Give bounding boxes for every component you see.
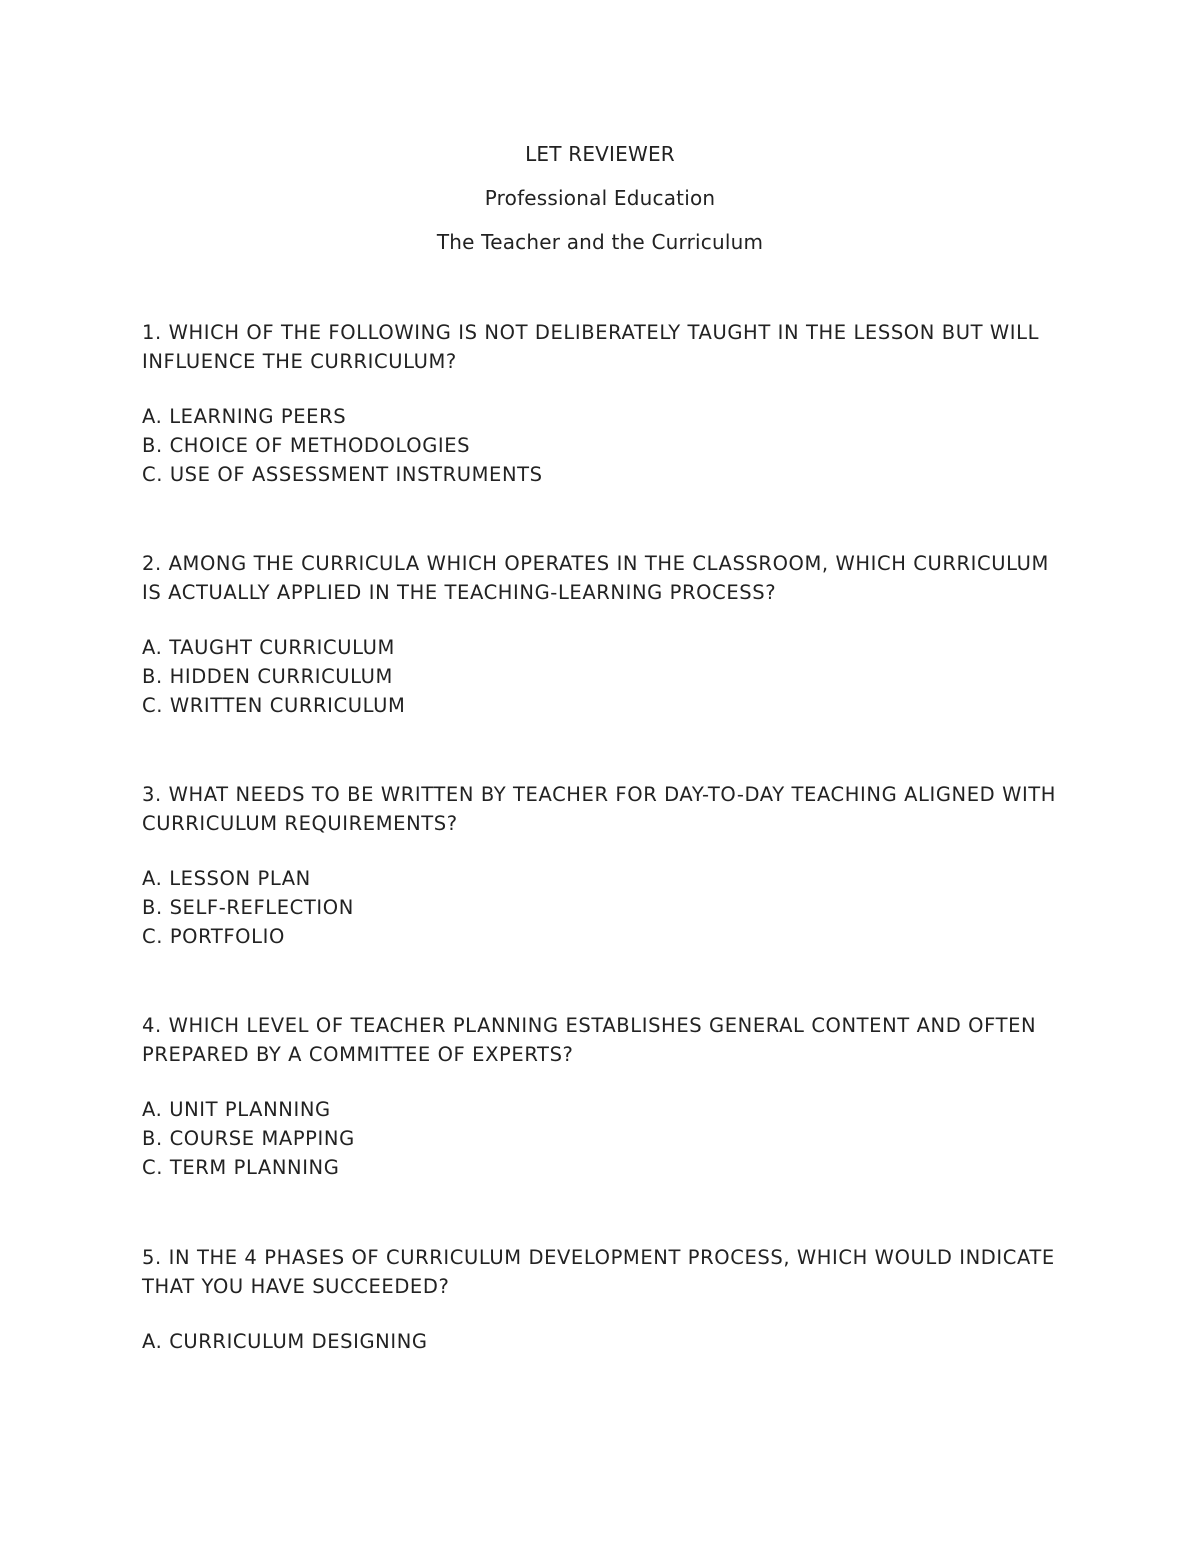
document-subject: Professional Education xyxy=(484,186,716,210)
question-5-option-a: A. CURRICULUM DESIGNING xyxy=(142,1330,428,1353)
document-topic: The Teacher and the Curriculum xyxy=(436,230,764,254)
question-2 xyxy=(142,549,1072,736)
question-4-option-a: A. UNIT PLANNING xyxy=(142,1098,331,1121)
question-4-options xyxy=(142,1095,1072,1182)
question-1-option-a: A. LEARNING PEERS xyxy=(142,405,347,428)
question-5-text: 5. IN THE 4 PHASES OF CURRICULUM DEVELOPMENT PROCESS, WHICH WOULD INDICATE THAT YOU HAVE SUCCEEDED? xyxy=(142,1246,1055,1298)
question-2-options xyxy=(142,633,1072,720)
question-5-options xyxy=(142,1327,1072,1356)
question-3-option-a: A. LESSON PLAN xyxy=(142,867,311,890)
question-3-text: 3. WHAT NEEDS TO BE WRITTEN BY TEACHER FOR DAY-TO-DAY TEACHING ALIGNED WITH CURRICULUM REQUIREMENTS? xyxy=(142,783,1057,835)
question-1-options xyxy=(142,402,1072,489)
question-4-option-b: B. COURSE MAPPING xyxy=(142,1127,355,1150)
question-5 xyxy=(142,1243,1072,1372)
question-1-text: 1. WHICH OF THE FOLLOWING IS NOT DELIBERATELY TAUGHT IN THE LESSON BUT WILL INFLUENCE THE CURRICULUM? xyxy=(142,321,1040,373)
question-1 xyxy=(142,318,1072,505)
document-title: LET REVIEWER xyxy=(525,142,675,166)
question-3-option-b: B. SELF-REFLECTION xyxy=(142,896,354,919)
question-4-text: 4. WHICH LEVEL OF TEACHER PLANNING ESTABLISHES GENERAL CONTENT AND OFTEN PREPARED BY A COMMITTEE OF EXPERTS? xyxy=(142,1014,1037,1066)
question-2-option-c: C. WRITTEN CURRICULUM xyxy=(142,694,406,717)
question-1-option-b: B. CHOICE OF METHODOLOGIES xyxy=(142,434,471,457)
question-2-text: 2. AMONG THE CURRICULA WHICH OPERATES IN THE CLASSROOM, WHICH CURRICULUM IS ACTUALLY APPLIED IN THE TEACHING-LEARNING PROCESS? xyxy=(142,552,1049,604)
question-4-option-c: C. TERM PLANNING xyxy=(142,1156,340,1179)
question-2-option-b: B. HIDDEN CURRICULUM xyxy=(142,665,393,688)
question-3-option-c: C. PORTFOLIO xyxy=(142,925,285,948)
question-1-option-c: C. USE OF ASSESSMENT INSTRUMENTS xyxy=(142,463,543,486)
question-4 xyxy=(142,1011,1072,1198)
question-3 xyxy=(142,780,1072,967)
question-3-options xyxy=(142,864,1072,951)
question-2-option-a: A. TAUGHT CURRICULUM xyxy=(142,636,395,659)
